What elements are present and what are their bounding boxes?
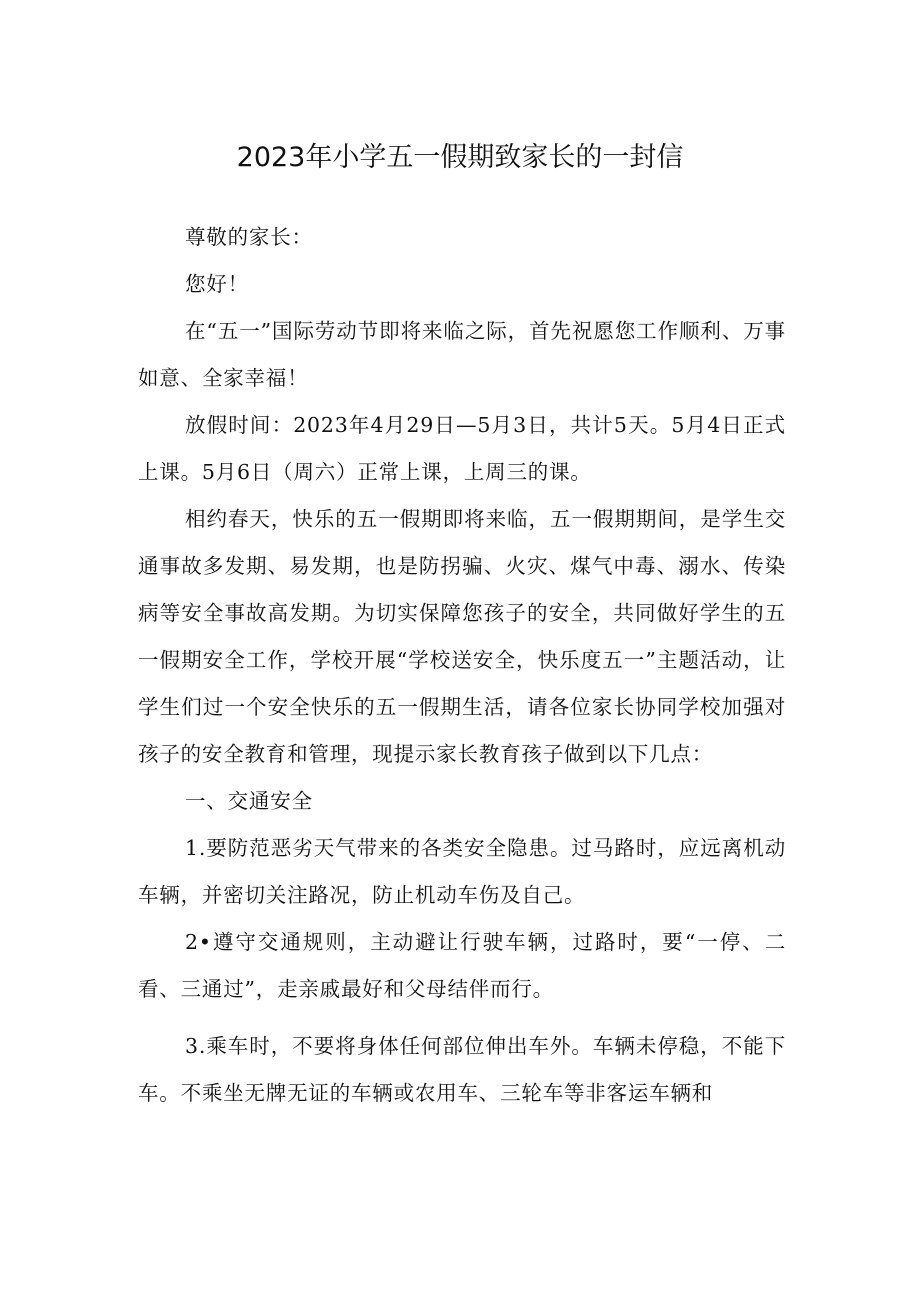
greeting: 您好！ (185, 272, 249, 296)
salutation: 尊敬的家长： (185, 225, 313, 249)
section-heading-traffic: 一、交通安全 (185, 789, 313, 813)
list-item-1: 1.要防范恶劣天气带来的各类安全隐患。过马路时，应远离机动车辆，并密切关注路况，防止机动车伤及自己。 (138, 836, 786, 907)
list-item-3: 3.乘车时，不要将身体任何部位伸出车外。车辆未停稳，不能下车。不乘坐无牌无证的车辆或农用车、三轮车等非客运车辆和 (138, 1034, 786, 1105)
paragraph-wishes: 在“五一”国际劳动节即将来临之际，首先祝愿您工作顺利、万事如意、全家幸福！ (138, 319, 786, 390)
list-item-2: 2•遵守交通规则，主动避让行驶车辆，过路时，要“一停、二看、三通过”，走亲戚最好和父母结伴而行。 (138, 930, 786, 1001)
paragraph-holiday-time: 放假时间：2023年4月29日—5月3日，共计5天。5月4日正式上课。5月6日（周六）正常上课，上周三的课。 (138, 413, 786, 484)
document-title: 2023年小学五一假期致家长的一封信 (236, 142, 684, 173)
paragraph-safety-intro: 相约春天，快乐的五一假期即将来临，五一假期期间，是学生交通事故多发期、易发期，也是防拐骗、火灾、煤气中毒、溺水、传染病等安全事故高发期。为切实保障您孩子的安全，共同做好学生的五一假期安全工作，学校开展“学校送安全，快乐度五一”主题活动，让学生们过一个安全快乐的五一假期生活，请各位家长协同学校加强对孩子的安全教育和管理，现提示家长教育孩子做到以下几点： (138, 507, 786, 766)
letter-body (138, 214, 786, 1117)
